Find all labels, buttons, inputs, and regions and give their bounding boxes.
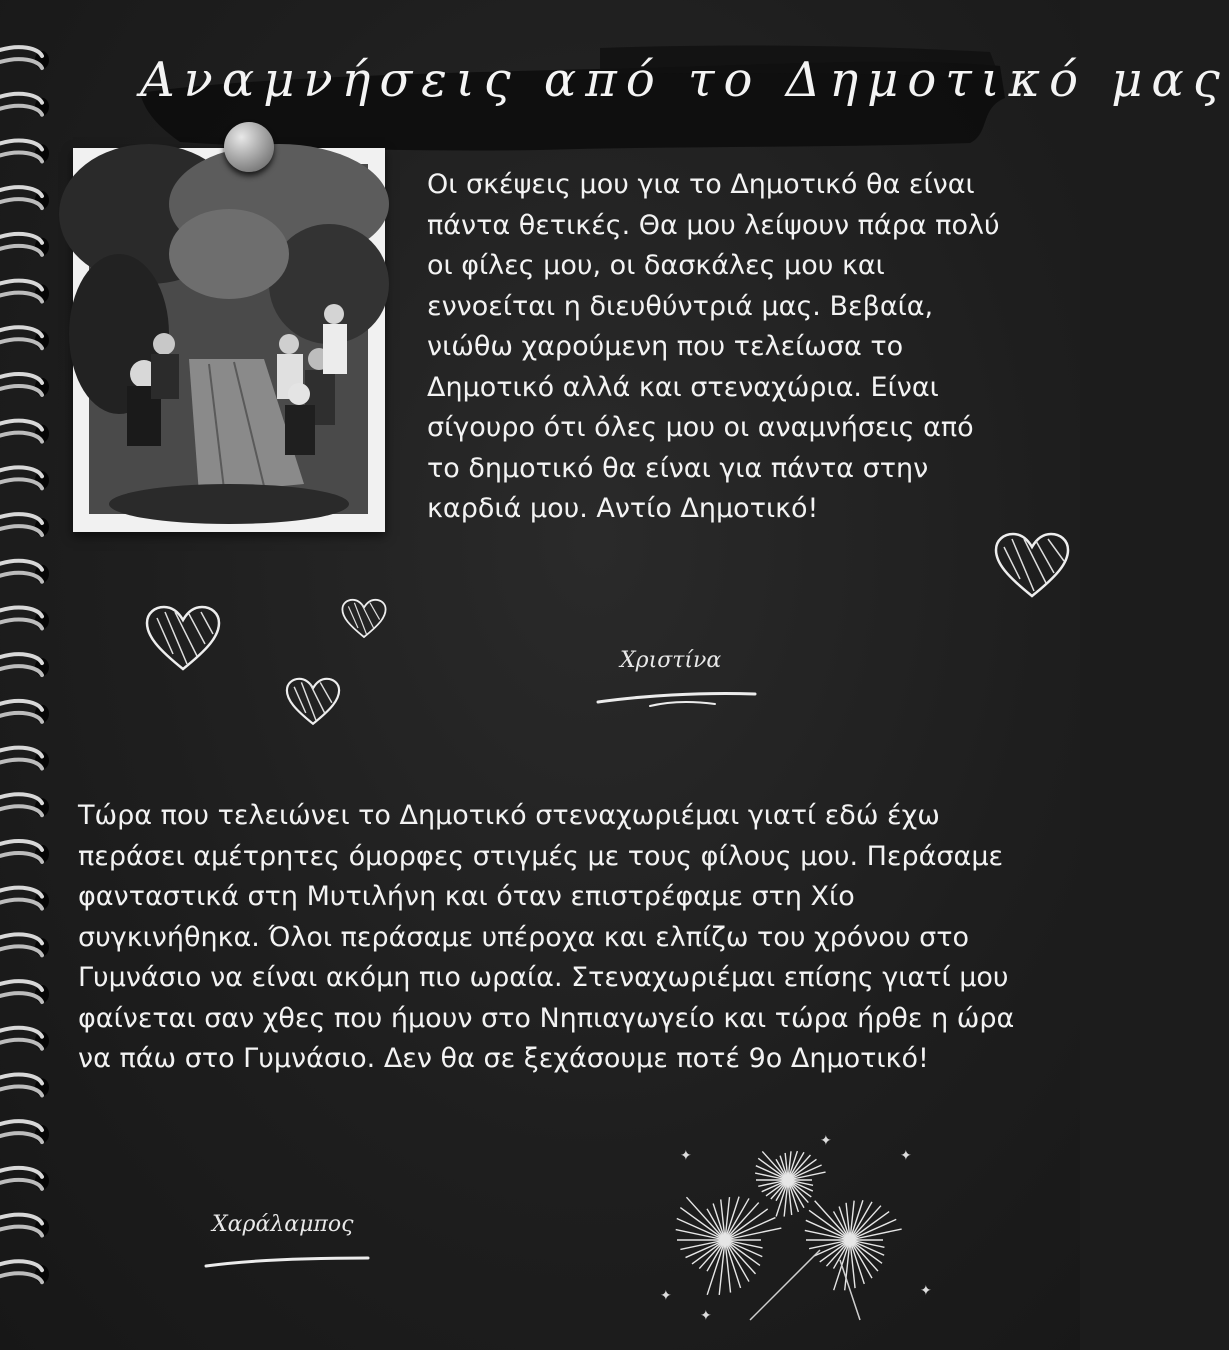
- spiral-ring: [0, 841, 49, 863]
- spiral-ring: [0, 561, 49, 583]
- page-title: Αναμνήσεις από το Δημοτικό μας: [140, 52, 1229, 108]
- spiral-ring: [0, 374, 49, 396]
- signature-swoosh-1: [590, 680, 765, 720]
- heart-icon: [284, 676, 342, 728]
- spiral-ring: [0, 1261, 49, 1283]
- class-photo: [89, 164, 368, 514]
- spiral-ring: [0, 234, 49, 256]
- spiral-ring: [0, 467, 49, 489]
- svg-text:✦: ✦: [700, 1308, 712, 1324]
- spiral-ring: [0, 654, 49, 676]
- spiral-ring: [0, 1215, 49, 1237]
- spiral-ring: [0, 608, 49, 630]
- polaroid-photo: [73, 148, 385, 532]
- svg-text:✦: ✦: [660, 1288, 672, 1304]
- signature-1: Χριστίνα: [620, 648, 722, 673]
- heart-icon: [143, 604, 223, 674]
- svg-text:✦: ✦: [680, 1148, 692, 1164]
- spiral-ring: [0, 794, 49, 816]
- fireworks-icon: [640, 1120, 940, 1340]
- heart-icon: [340, 598, 388, 640]
- paragraph-2: Τώρα που τελειώνει το Δημοτικό στεναχωριέμαι γιατί εδώ έχω περάσει αμέτρητες όμορφες στιγμές με τους φίλους μου. Περάσαμε φανταστικά στη Μυτιλήνη και όταν επιστρέφαμε στη Χίο συγκινήθηκα. Όλοι περάσαμε υπέροχα και ελπίζω του χρόνου στο Γυμνάσιο να είναι ακόμη πιο ωραία. Στεναχωριέμαι επίσης γιατί μου φαίνεται σαν χθες που ήμουν στο Νηπιαγωγείο και τώρα ήρθε η ώρα να πάω στο Γυμνάσιο. Δεν θα σε ξεχάσουμε ποτέ 9ο Δημοτικό!: [78, 800, 1015, 1074]
- pushpin-icon: [224, 122, 274, 172]
- spiral-ring: [0, 327, 49, 349]
- svg-text:✦: ✦: [820, 1133, 832, 1149]
- spiral-ring: [0, 701, 49, 723]
- spiral-ring: [0, 748, 49, 770]
- spiral-ring: [0, 187, 49, 209]
- spiral-ring: [0, 421, 49, 443]
- spiral-ring: [0, 888, 49, 910]
- heart-icon: [992, 530, 1072, 602]
- svg-text:✦: ✦: [900, 1148, 912, 1164]
- paragraph-1: Οι σκέψεις μου για το Δημοτικό θα είναι πάντα θετικές. Θα μου λείψουν πάρα πολύ οι φίλες μου, οι δασκάλες μου και εννοείται η διευθύντριά μας. Βεβαία, νιώθω χαρούμενη που τελείωσα το Δημοτικό αλλά και στεναχώρια. Είναι σίγουρο ότι όλες μου οι αναμνήσεις από το δημοτικό θα είναι για πάντα στην καρδιά μου. Αντίο Δημοτικό!: [427, 169, 1000, 524]
- spiral-ring: [0, 1121, 49, 1143]
- spiral-ring: [0, 94, 49, 116]
- spiral-ring: [0, 1075, 49, 1097]
- spiral-ring: [0, 934, 49, 956]
- signature-2: Χαράλαμπος: [212, 1212, 354, 1237]
- svg-text:✦: ✦: [920, 1283, 932, 1299]
- spiral-ring: [0, 47, 49, 69]
- signature-swoosh-2: [200, 1248, 375, 1278]
- spiral-ring: [0, 141, 49, 163]
- spiral-ring: [0, 1028, 49, 1050]
- spiral-ring: [0, 1168, 49, 1190]
- spiral-ring: [0, 981, 49, 1003]
- spiral-ring: [0, 281, 49, 303]
- spiral-ring: [0, 514, 49, 536]
- spiral-binding: [0, 0, 60, 1350]
